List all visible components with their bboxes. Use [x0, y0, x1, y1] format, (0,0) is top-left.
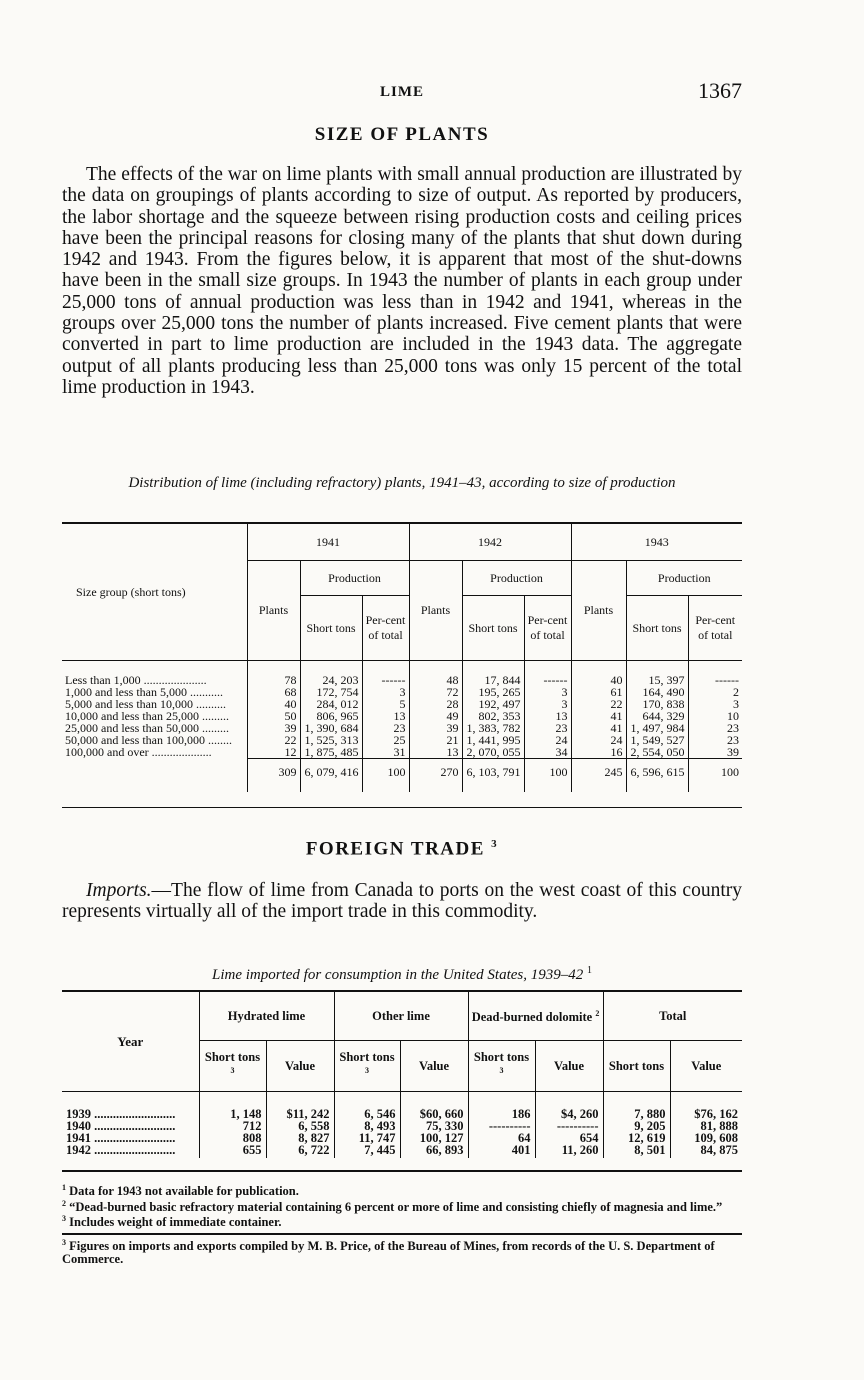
table-cell: 75, 330 [400, 1120, 468, 1132]
year-cell: 1940 .......................... [66, 1119, 176, 1133]
table-cell: 654 [535, 1132, 603, 1144]
table-cell: 100, 127 [400, 1132, 468, 1144]
table-cell: 1, 383, 782 [462, 722, 524, 734]
table-cell: 10 [688, 710, 742, 722]
table-cell: 170, 838 [626, 698, 688, 710]
table-cell: 40 [571, 661, 626, 687]
section-heading-foreign-trade [62, 838, 742, 860]
short-tons-header: Short tons [603, 1041, 670, 1092]
table-cell: 22 [247, 734, 300, 746]
footnote-rule [62, 1233, 742, 1235]
table-cell: 16 [571, 746, 626, 759]
table-cell: 808 [199, 1132, 266, 1144]
table-cell: 66, 893 [400, 1144, 468, 1158]
table-cell: 3 [688, 698, 742, 710]
table-row [62, 1144, 742, 1158]
lime-imports-table [62, 990, 742, 1158]
dead-burned-dolomite-header: Dead-burned dolomite $^2$ [468, 991, 603, 1041]
caption-text: Lime imported for consumption in the United States, 1939–42 [212, 967, 584, 983]
short-tons-header: Short tons $^3$ [199, 1041, 266, 1092]
total-cell: 270 [409, 759, 462, 793]
table-cell: 12 [247, 746, 300, 759]
body-paragraph-size-of-plants: The effects of the war on lime plants with small annual production are illustrated by the data on groupings of plants according to size of output. As reported by producers, the labor shortage and the squeeze between rising production costs and ceiling prices have been the principal reasons for closing many of the plants that shut down during 1942 and 1943. From the figures below, it is apparent that most of the shut-downs have been in the small size groups. In 1943 the number of plants in each group under 25,000 tons of annual production was less than in 1942 and 1941, whereas in the groups over 25,000 tons the number of plants increased. Five cement plants that were converted in part to lime production are included in the 1943 data. The aggregate output of all plants producing less than 25,000 tons was only 15 percent of the total lime production in 1943. [62, 164, 742, 398]
size-group-label: 25,000 and less than 50,000 ......... [65, 721, 229, 735]
table-cell: ------ [362, 661, 409, 687]
table-cell: 15, 397 [626, 661, 688, 687]
table-cell: 644, 329 [626, 710, 688, 722]
other-lime-header: Other lime [334, 991, 468, 1041]
table-cell: 24, 203 [300, 661, 362, 687]
imports-text: —The flow of lime from Canada to ports on the west coast of this country represents virtually all of the import trade in this commodity. [62, 880, 742, 923]
short-tons-header: Short tons [462, 596, 524, 661]
size-group-header: Size group (short tons) [62, 523, 247, 661]
section-title [62, 838, 742, 860]
table-cell: 68 [247, 686, 300, 698]
size-group-label: Less than 1,000 ..................... [62, 661, 247, 687]
table-rule [62, 807, 742, 808]
total-cell: 6, 103, 791 [462, 759, 524, 793]
table-cell: 6, 546 [334, 1092, 400, 1121]
table-cell: 50 [247, 710, 300, 722]
page-number: 1367 [698, 78, 742, 103]
table-cell: 1, 875, 485 [300, 746, 362, 759]
table-cell: ---------- [468, 1120, 535, 1132]
plants-header: Plants [409, 561, 462, 661]
running-head [62, 78, 742, 108]
table-caption-plant-distribution: Distribution of lime (including refractory) plants, 1941–43, according to size of production [128, 475, 676, 491]
table-cell: 13 [409, 746, 462, 759]
table-cell: 84, 875 [670, 1144, 742, 1158]
table-cell: 11, 260 [535, 1144, 603, 1158]
table-cell: 72 [409, 686, 462, 698]
total-cell: 100 [524, 759, 571, 793]
short-tons-header: Short tons $^3$ [468, 1041, 535, 1092]
table-cell: 41 [571, 722, 626, 734]
table-cell: 802, 353 [462, 710, 524, 722]
footnote-marker: 1 [586, 965, 592, 976]
table-cell: ------ [524, 661, 571, 687]
table-cell: 1, 497, 984 [626, 722, 688, 734]
year-header: 1943 [571, 523, 742, 561]
table-cell: 109, 608 [670, 1132, 742, 1144]
table-cell: ---------- [535, 1120, 603, 1132]
size-group-label: 50,000 and less than 100,000 ........ [65, 733, 232, 747]
table-cell: 13 [524, 710, 571, 722]
table-cell: 8, 493 [334, 1120, 400, 1132]
size-group-label: 10,000 and less than 25,000 ......... [65, 709, 229, 723]
table-cell: 41 [571, 710, 626, 722]
footnote-3: $^3$ Includes weight of immediate container. [62, 1214, 282, 1230]
table-cell: 1, 441, 995 [462, 734, 524, 746]
table-row [62, 661, 742, 687]
production-header: Production [300, 561, 409, 596]
table-cell: 13 [362, 710, 409, 722]
table-cell: 23 [688, 734, 742, 746]
total-row [62, 759, 742, 793]
total-cell: 245 [571, 759, 626, 793]
table-cell: 186 [468, 1092, 535, 1121]
imports-lead: Imports. [86, 880, 152, 901]
table-cell: $76, 162 [670, 1092, 742, 1121]
size-group-label: 100,000 and over .................... [65, 745, 212, 760]
production-header: Production [462, 561, 571, 596]
table-cell: 64 [468, 1132, 535, 1144]
table-cell: 12, 619 [603, 1132, 670, 1144]
total-cell: 6, 596, 615 [626, 759, 688, 793]
percent-header: Per-cent of total [362, 596, 409, 661]
table-cell: 23 [688, 722, 742, 734]
table-cell: 24 [524, 734, 571, 746]
table-cell: 2, 554, 050 [626, 746, 688, 759]
table-cell: 7, 880 [603, 1092, 670, 1121]
table-cell: $11, 242 [266, 1092, 334, 1121]
table-cell: 34 [524, 746, 571, 759]
table-caption-lime-imports [62, 962, 742, 984]
year-cell: 1941 .......................... [66, 1131, 176, 1145]
size-group-label: 5,000 and less than 10,000 .......... [65, 697, 226, 711]
plants-header: Plants [571, 561, 626, 661]
table-cell: 284, 012 [300, 698, 362, 710]
foreign-trade-title: FOREIGN TRADE [305, 838, 485, 860]
table-cell: 3 [524, 698, 571, 710]
table-cell: 23 [524, 722, 571, 734]
table-cell: 40 [247, 698, 300, 710]
table-cell: 401 [468, 1144, 535, 1158]
table-cell: 5 [362, 698, 409, 710]
table-row [62, 1092, 742, 1121]
year-header: 1942 [409, 523, 571, 561]
table-cell: 21 [409, 734, 462, 746]
table-cell: 25 [362, 734, 409, 746]
short-tons-header: Short tons [300, 596, 362, 661]
footnote-marker: 3 [491, 838, 499, 850]
size-group-label: 1,000 and less than 5,000 ........... [65, 685, 223, 699]
table-cell: 48 [409, 661, 462, 687]
table-cell: 78 [247, 661, 300, 687]
table-cell: $60, 660 [400, 1092, 468, 1121]
total-cell: 309 [247, 759, 300, 793]
table-cell: 61 [571, 686, 626, 698]
table-cell: 1, 525, 313 [300, 734, 362, 746]
table-cell: 6, 558 [266, 1120, 334, 1132]
value-header: Value [400, 1041, 468, 1092]
table-cell: 3 [524, 686, 571, 698]
plant-distribution-table [62, 522, 742, 792]
table-cell: 164, 490 [626, 686, 688, 698]
section-title: SIZE OF PLANTS [314, 124, 490, 145]
footnotes [62, 1182, 742, 1265]
year-cell: 1942 .......................... [66, 1143, 176, 1157]
table-cell: 22 [571, 698, 626, 710]
production-header: Production [626, 561, 742, 596]
table-cell: 39 [409, 722, 462, 734]
table-cell: 11, 747 [334, 1132, 400, 1144]
body-paragraph-imports [62, 880, 742, 923]
table-cell: 195, 265 [462, 686, 524, 698]
total-cell: 6, 079, 416 [300, 759, 362, 793]
table-cell: 655 [199, 1144, 266, 1158]
table-cell: 172, 754 [300, 686, 362, 698]
value-header: Value [670, 1041, 742, 1092]
table-cell: 49 [409, 710, 462, 722]
table-cell: 7, 445 [334, 1144, 400, 1158]
table-cell: 9, 205 [603, 1120, 670, 1132]
value-header: Value [535, 1041, 603, 1092]
table-cell: 31 [362, 746, 409, 759]
table-cell: 39 [688, 746, 742, 759]
percent-header: Per-cent of total [524, 596, 571, 661]
footnote-1: $^1$ Data for 1943 not available for publication. [62, 1183, 299, 1199]
table-cell: 192, 497 [462, 698, 524, 710]
table-cell: 2 [688, 686, 742, 698]
year-header: 1941 [247, 523, 409, 561]
total-cell: 100 [362, 759, 409, 793]
table-cell: 39 [247, 722, 300, 734]
table-cell: 1, 148 [199, 1092, 266, 1121]
table-cell: 6, 722 [266, 1144, 334, 1158]
section-heading-size-of-plants [62, 124, 742, 146]
table-cell: 81, 888 [670, 1120, 742, 1132]
table-cell: 8, 827 [266, 1132, 334, 1144]
hydrated-lime-header: Hydrated lime [199, 991, 334, 1041]
year-header: Year [117, 1034, 144, 1049]
plants-header: Plants [247, 561, 300, 661]
running-title: LIME [379, 84, 424, 100]
table-cell: 23 [362, 722, 409, 734]
table-cell: 806, 965 [300, 710, 362, 722]
table-cell: 28 [409, 698, 462, 710]
table-cell: $4, 260 [535, 1092, 603, 1121]
table-cell: 1, 549, 527 [626, 734, 688, 746]
short-tons-header: Short tons [626, 596, 688, 661]
year-cell: 1939 .......................... [62, 1092, 199, 1121]
total-label [62, 759, 247, 793]
table-cell: 1, 390, 684 [300, 722, 362, 734]
value-header: Value [266, 1041, 334, 1092]
table-cell: 712 [199, 1120, 266, 1132]
total-header: Total [603, 991, 742, 1041]
table-cell: 3 [362, 686, 409, 698]
percent-header: Per-cent of total [688, 596, 742, 661]
footnote-2: $^2$ “Dead-burned basic refractory material containing 6 percent or more of lime and consisting chiefly of magnesia and lime.” [62, 1198, 723, 1214]
table-cell: ------ [688, 661, 742, 687]
table-cell: 8, 501 [603, 1144, 670, 1158]
table-cell: 24 [571, 734, 626, 746]
total-cell: 100 [688, 759, 742, 793]
page-footnote: $^3$ Figures on imports and exports compiled by M. B. Price, of the Bureau of Mines, from records of the U. S. Department of Commerce. [62, 1237, 715, 1266]
table-cell: 17, 844 [462, 661, 524, 687]
table-rule [62, 1170, 742, 1172]
short-tons-header: Short tons $^3$ [334, 1041, 400, 1092]
table-row [62, 746, 742, 759]
table-cell: 2, 070, 055 [462, 746, 524, 759]
